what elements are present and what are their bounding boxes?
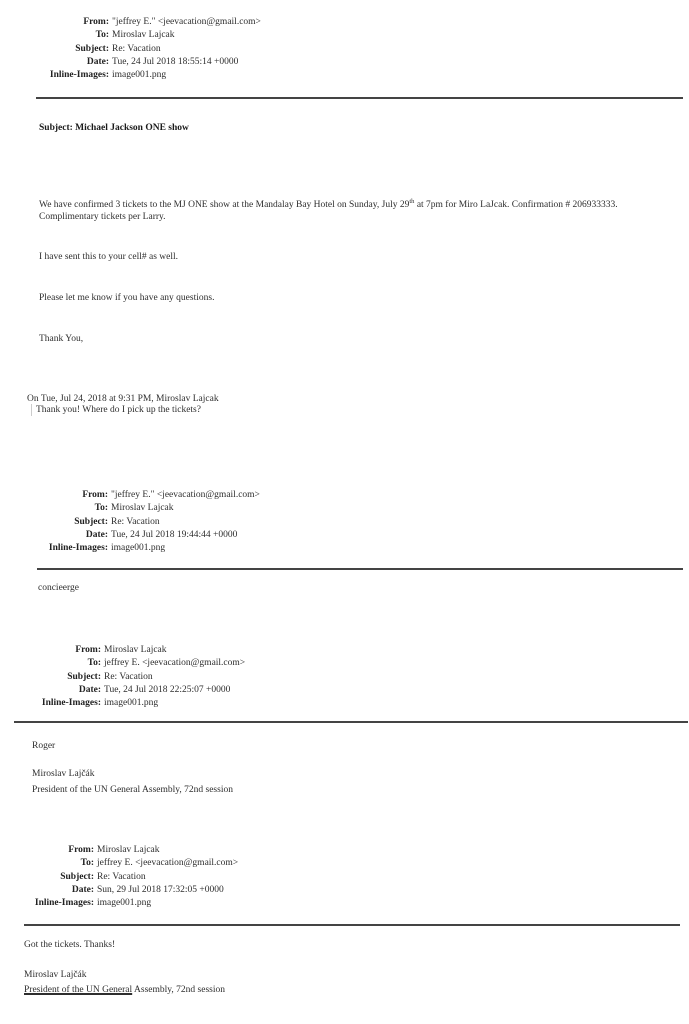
- signature-name: Miroslav Lajčák: [24, 970, 87, 980]
- to-value: jeffrey E. <jeevacation@gmail.com>: [97, 858, 239, 869]
- inline-images-label: Inline-Images:: [49, 70, 109, 81]
- from-value: Miroslav Lajcak: [104, 645, 167, 655]
- email-header-4: [5, 844, 238, 910]
- from-value: Miroslav Lajcak: [97, 845, 160, 855]
- paragraph-text: We have confirmed 3 tickets to the MJ ONE show at the Mandalay Bay Hotel on Sunday, July 29: [39, 200, 410, 210]
- inline-images-value: image001.png: [112, 70, 167, 81]
- subject-value: Re: Vacation: [111, 516, 160, 527]
- inline-images-label: Inline-Images:: [34, 898, 94, 909]
- from-label: From:: [75, 645, 101, 655]
- to-label: To:: [94, 503, 108, 514]
- signature-name: Miroslav Lajčák: [32, 769, 95, 779]
- inline-images-value: image001.png: [97, 898, 152, 909]
- message-paragraph-cont: Complimentary tickets per Larry.: [39, 212, 166, 222]
- subject-value: Re: Vacation: [104, 671, 153, 682]
- subject-label: Subject:: [75, 43, 109, 54]
- date-value: Tue, 24 Jul 2018 19:44:44 +0000: [111, 529, 238, 540]
- to-value: Miroslav Lajcak: [112, 30, 175, 41]
- divider: [37, 568, 683, 570]
- subject-label: Subject:: [60, 871, 94, 882]
- subject-value: Re: Vacation: [97, 871, 146, 882]
- message-paragraph: I have sent this to your cell# as well.: [39, 252, 179, 262]
- date-label: Date:: [85, 529, 108, 540]
- subject-label: Subject:: [67, 671, 101, 682]
- message-paragraph: [39, 199, 618, 211]
- subject-label: Subject:: [74, 516, 108, 527]
- to-value: jeffrey E. <jeevacation@gmail.com>: [104, 658, 246, 669]
- date-value: Sun, 29 Jul 2018 17:32:05 +0000: [97, 884, 224, 895]
- divider: [36, 97, 683, 99]
- date-label: Date:: [86, 56, 109, 67]
- from-value: "jeffrey E." <jeevacation@gmail.com>: [112, 17, 261, 27]
- signature-title: President of the UN General Assembly, 72nd session: [32, 785, 233, 795]
- divider: [14, 721, 688, 723]
- inline-images-value: image001.png: [111, 543, 166, 554]
- date-value: Tue, 24 Jul 2018 18:55:14 +0000: [112, 56, 239, 67]
- signature-title-rest: Assembly, 72nd session: [132, 985, 225, 995]
- superscript: th: [409, 197, 415, 205]
- paragraph-text: at 7pm for Miro LaJcak. Confirmation # 206933333.: [414, 200, 618, 210]
- email-header-1: [20, 16, 261, 82]
- quote-header: On Tue, Jul 24, 2018 at 9:31 PM, Miroslav Lajcak: [27, 394, 219, 404]
- divider: [24, 924, 680, 926]
- date-value: Tue, 24 Jul 2018 22:25:07 +0000: [104, 684, 231, 695]
- message-body: Got the tickets. Thanks!: [24, 940, 116, 950]
- to-label: To:: [80, 858, 94, 869]
- from-label: From:: [83, 17, 109, 27]
- message-subject: Subject: Michael Jackson ONE show: [39, 123, 189, 133]
- inline-images-value: image001.png: [104, 698, 159, 709]
- subject-value: Re: Vacation: [112, 43, 161, 54]
- email-header-2: [19, 489, 260, 555]
- to-label: To:: [95, 30, 109, 41]
- inline-images-label: Inline-Images:: [41, 698, 101, 709]
- date-label: Date:: [78, 684, 101, 695]
- email-header-3: [12, 644, 245, 710]
- message-body: Roger: [32, 741, 56, 751]
- date-label: Date:: [71, 884, 94, 895]
- message-closing: Thank You,: [39, 334, 84, 344]
- to-value: Miroslav Lajcak: [111, 503, 174, 514]
- message-body: concieerge: [38, 583, 79, 593]
- signature-title-underlined: President of the UN General: [24, 985, 133, 995]
- signature-title: [24, 984, 225, 996]
- from-value: "jeffrey E." <jeevacation@gmail.com>: [111, 490, 260, 500]
- from-label: From:: [68, 845, 94, 855]
- message-paragraph: Please let me know if you have any questions.: [39, 293, 215, 303]
- to-label: To:: [87, 658, 101, 669]
- from-label: From:: [82, 490, 108, 500]
- quoted-text: Thank you! Where do I pick up the tickets?: [31, 404, 201, 416]
- inline-images-label: Inline-Images:: [48, 543, 108, 554]
